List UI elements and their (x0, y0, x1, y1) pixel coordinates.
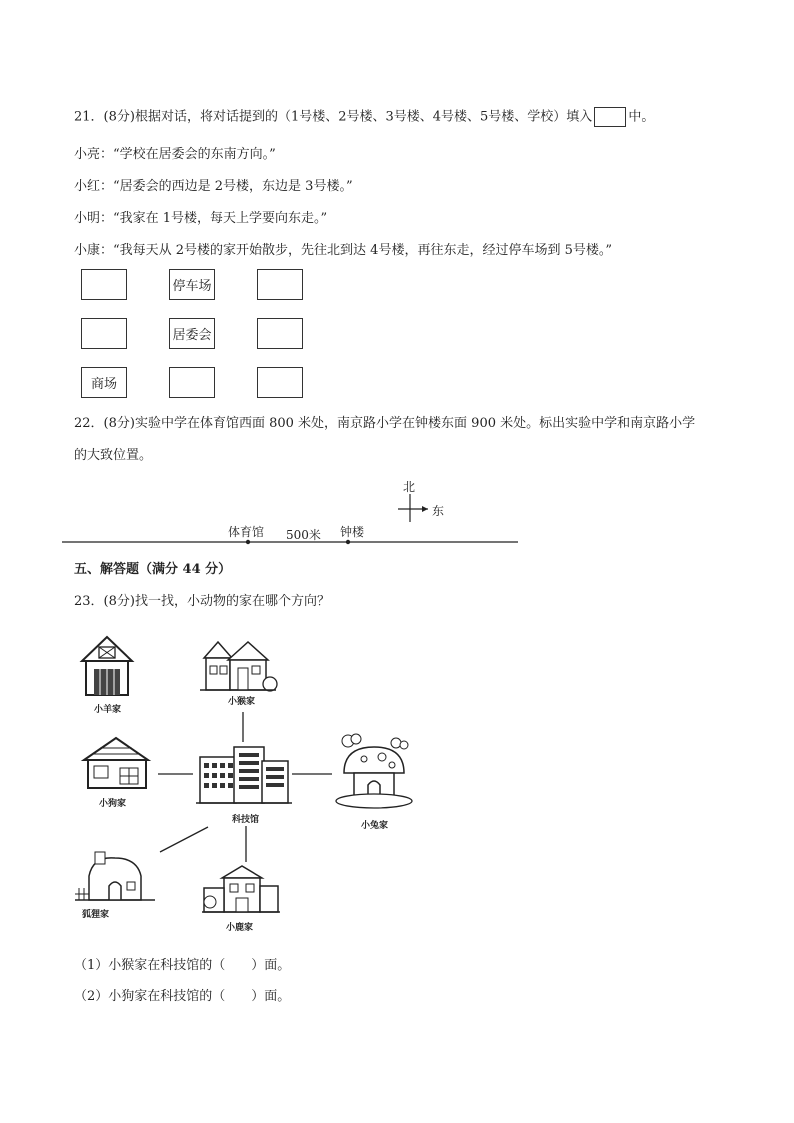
clock-label: 钟楼 (340, 525, 365, 539)
compass-arrow-icon (396, 492, 436, 532)
deer-house-icon (202, 864, 280, 918)
grid-box-r1c3[interactable] (257, 269, 303, 300)
grid-box-r3c3[interactable] (257, 367, 303, 398)
grid-parking (169, 269, 215, 300)
monkey-house-icon (200, 640, 280, 696)
rabbit-label: 小兔家 (361, 821, 389, 831)
q21-line-4: 小康：“我每天从 2号楼的家开始散步，先往北到达 4号楼，再往东走，经过停车场到 5号楼。” (74, 243, 613, 258)
fox-label: 狐狸家 (82, 910, 110, 920)
gym-point (246, 540, 250, 544)
dog-label: 小狗家 (99, 799, 127, 809)
q21-answer-box-example (594, 107, 626, 127)
q21-line-2: 小红：“居委会的西边是 2号楼，东边是 3号楼。” (74, 179, 353, 194)
q22-text-1: 22．(8分)实验中学在体育馆西面 800 米处，南京路小学在钟楼东面 900 米处。标出实验中学和南京路小学 (74, 416, 696, 431)
grid-box-r2c1[interactable] (81, 318, 127, 349)
deer-label: 小鹿家 (226, 923, 254, 933)
grid-box-r3c2[interactable] (169, 367, 215, 398)
grid-committee (169, 318, 215, 349)
fox-house-icon (75, 850, 155, 906)
q21-title-end: 中。 (628, 109, 655, 125)
grid-committee-label: 居委会 (172, 328, 212, 343)
monkey-label: 小猴家 (228, 697, 256, 707)
q21-line-1: 小亮：“学校在居委会的东南方向。” (74, 147, 276, 162)
science-museum-icon (196, 743, 292, 807)
sheep-label: 小羊家 (94, 705, 122, 715)
q21-title-text: 21．(8分)根据对话，将对话提到的（1号楼、2号楼、3号楼、4号楼、5号楼、学校）填入 (74, 109, 593, 125)
sheep-house-icon (80, 635, 134, 697)
gym-label: 体育馆 (228, 525, 265, 539)
compass-east-label: 东 (432, 504, 445, 518)
q21-title (74, 107, 654, 128)
clock-point (346, 540, 350, 544)
science-museum-label: 科技馆 (232, 815, 260, 825)
grid-box-r1c1[interactable] (81, 269, 127, 300)
compass-north-label: 北 (403, 480, 416, 494)
q23-sub-2: （2）小狗家在科技馆的（ ）面。 (74, 989, 291, 1004)
grid-mall (81, 367, 127, 398)
grid-parking-label: 停车场 (172, 279, 212, 294)
grid-mall-label: 商场 (90, 377, 117, 392)
q23-sub-1: （1）小猴家在科技馆的（ ）面。 (74, 958, 291, 973)
section-5-heading: 五、解答题（满分 44 分） (74, 562, 232, 577)
grid-box-r2c3[interactable] (257, 318, 303, 349)
q21-line-3: 小明：“我家在 1号楼，每天上学要向东走。” (74, 211, 328, 226)
distance-label: 500米 (286, 528, 321, 542)
q23-title: 23．(8分)找一找，小动物的家在哪个方向？ (74, 594, 330, 609)
rabbit-house-icon (334, 733, 414, 809)
dog-house-icon (82, 736, 152, 790)
q22-text-2: 的大致位置。 (74, 448, 153, 463)
number-line (62, 537, 522, 547)
